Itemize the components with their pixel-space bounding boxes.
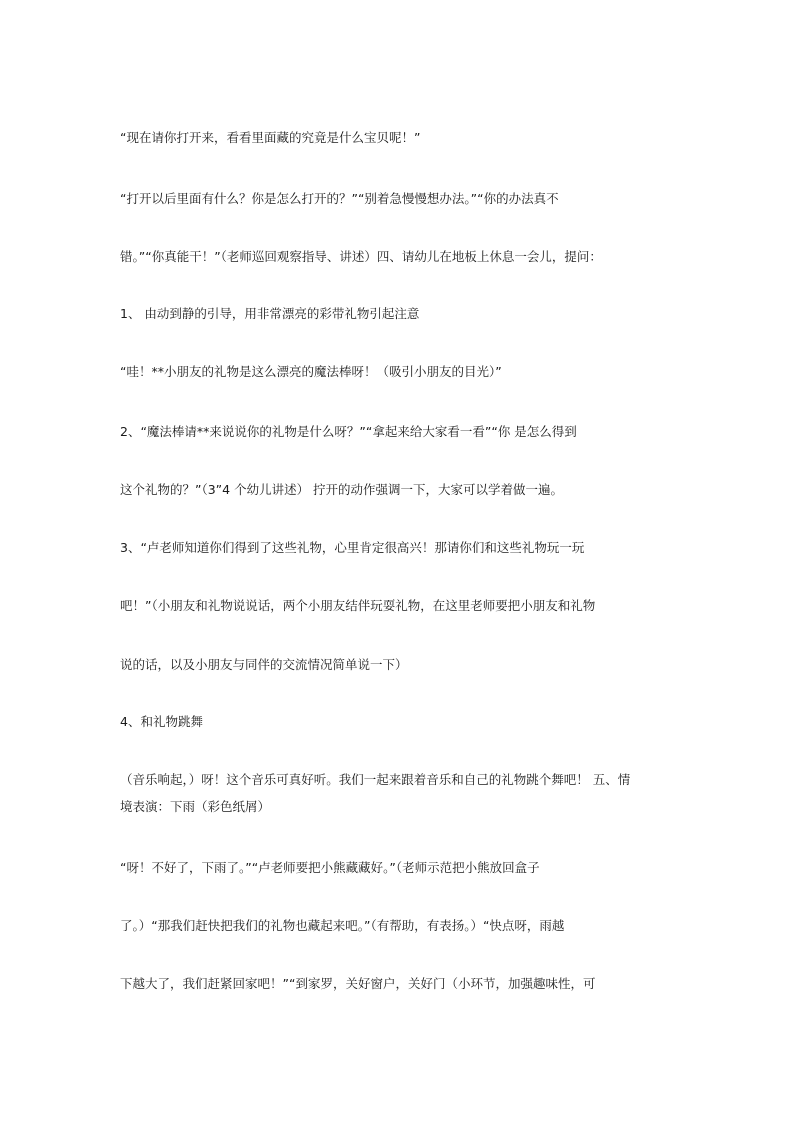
text-line: “现在请你打开来，看看里面藏的究竟是什么宝贝呢！” xyxy=(120,130,421,145)
text-line: 4、和礼物跳舞 xyxy=(120,714,203,729)
text-line: 1、 由动到静的引导，用非常漂亮的彩带礼物引起注意 xyxy=(120,306,420,321)
text-line: 了。）“那我们赶快把我们的礼物也藏起来吧。”（有帮助，有表扬。）“快点呀，雨越 xyxy=(120,918,565,933)
text-line: “打开以后里面有什么？你是怎么打开的？”“别着急慢慢想办法。”“你的办法真不 xyxy=(120,191,559,206)
text-line: “哇！**小朋友的礼物是这么漂亮的魔法棒呀！（吸引小朋友的目光）” xyxy=(120,364,502,379)
text-line: 错。”“你真能干！”（老师巡回观察指导、讲述）四、请幼儿在地板上休息一会儿，提问： xyxy=(120,249,602,264)
text-line: 下越大了，我们赶紧回家吧！”“到家罗，关好窗户，关好门（小环节，加强趣味性，可 xyxy=(120,976,596,991)
text-line: （音乐响起，）呀！这个音乐可真好听。我们一起来跟着音乐和自己的礼物跳个舞吧！ 五、情 xyxy=(120,772,631,787)
text-line: 2、“魔法棒请**来说说你的礼物是什么呀？”“拿起来给大家看一看”“你 是怎么得到 xyxy=(120,424,577,439)
text-line: 3、“卢老师知道你们得到了这些礼物，心里肯定很高兴！那请你们和这些礼物玩一玩 xyxy=(120,540,585,555)
text-line: 说的话，以及小朋友与同伴的交流情况简单说一下） xyxy=(120,657,408,672)
text-line: 这个礼物的？”（3”4 个幼儿讲述） 拧开的动作强调一下，大家可以学着做一遍。 xyxy=(120,482,564,497)
text-line: “呀！不好了，下雨了。”“卢老师要把小熊藏藏好。”（老师示范把小熊放回盒子 xyxy=(120,860,540,875)
text-line: 吧！”（小朋友和礼物说说话，两个小朋友结伴玩耍礼物，在这里老师要把小朋友和礼物 xyxy=(120,598,596,613)
text-line: 境表演：下雨（彩色纸屑） xyxy=(120,799,271,814)
